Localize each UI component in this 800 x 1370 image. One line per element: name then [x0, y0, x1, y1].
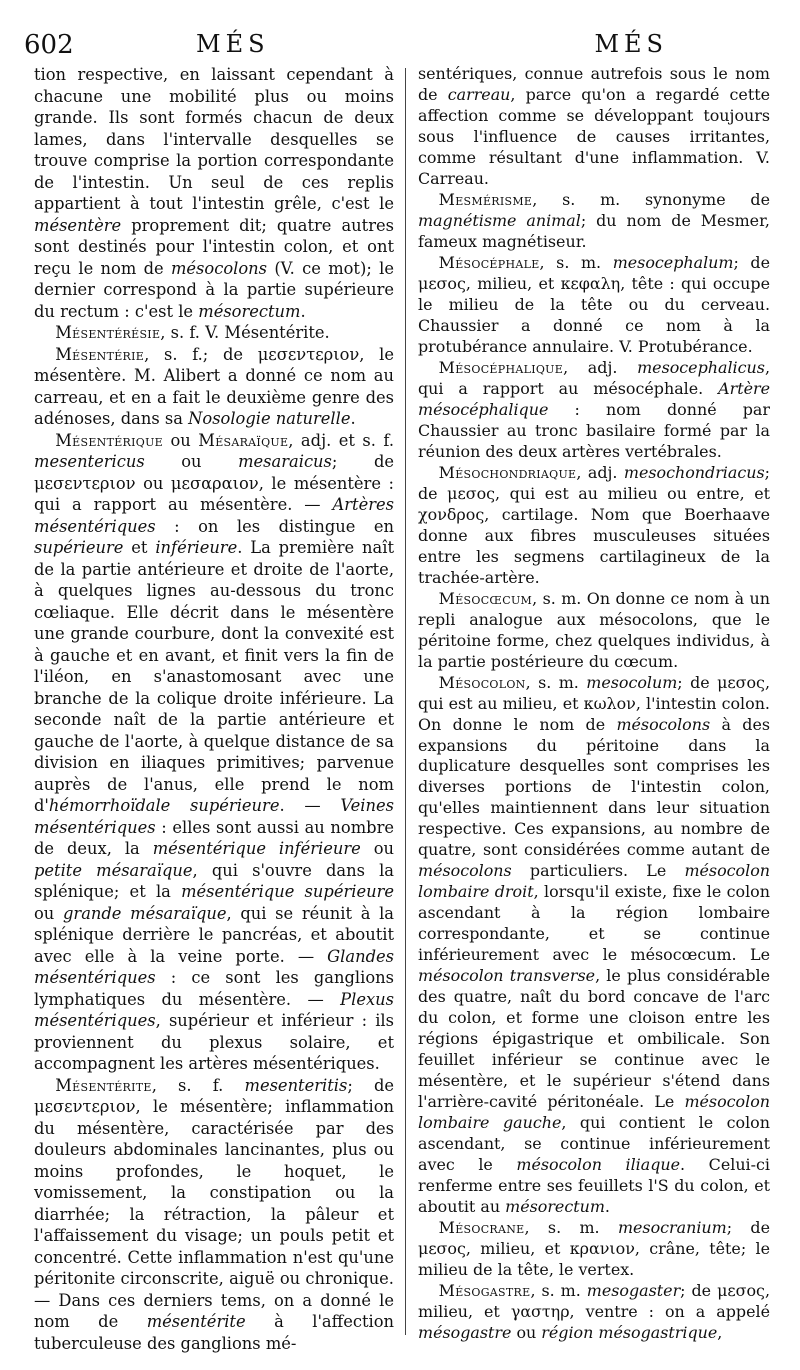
entry-mesmerisme: Mesmérisme, s. m. synonyme de magnétisme animal; du nom de Mesmer, fameux magnétiseur.	[418, 189, 770, 251]
entry-headword: Mésentérésie	[55, 323, 161, 342]
column-divider	[405, 68, 406, 1335]
continued-entry-text: sentériques, connue autrefois sous le nom de carreau, parce qu'on a regardé cette affection comme se développant toujours sous l'influence de causes irritantes, comme résultant d'une inflammation. V. Carreau.	[418, 64, 770, 188]
right-column	[418, 64, 770, 1344]
entry-mesocoecum: Mésocœcum, s. m. On donne ce nom à un repli analogue aux mésocolons, que le péritoine forme, chez quelques individus, à la partie postérieure du cœcum.	[418, 588, 770, 671]
entry-mesogastre: Mésogastre, s. m. mesogaster; de μεσος, milieu, et γαστηρ, ventre : on a appelé mésogastre ou région mésogastrique,	[418, 1281, 770, 1343]
entry-headword: Mésocolon	[438, 672, 526, 692]
entry-headword: Mésocrane	[438, 1218, 525, 1238]
entry-headword: Mesmérisme	[438, 189, 533, 209]
running-head-right: MÉS	[594, 30, 668, 58]
entry-headword: Mésentérite	[55, 1075, 152, 1095]
entry-mesenterie: Mésentérie, s. f.; de μεσεντεριον, le mésentère. M. Alibert a donné ce nom au carreau, et en a fait le deuxième genre des adénoses, dans sa Nosologie naturelle.	[34, 344, 394, 428]
entry-mesocolon: Mésocolon, s. m. mesocolum; de μεσος, qui est au milieu, et κωλον, l'intestin colon. On donne le nom de mésocolons à des expansions du péritoine dans la duplicature desquelles sont comprises les diverses portions de l'intestin colon, qu'elles maintiennent dans leur situation respective. Ces expansions, au nombre de quatre, sont considérées comme autant de mésocolons particuliers. Le mésocolon lombaire droit, lorsqu'il existe, fixe le colon ascendant à la région lombaire correspondante, et se continue inférieurement avec le mésocœcum. Le mésocolon transverse, le plus considérable des quatre, naît du bord concave de l'arc du colon, et forme une cloison entre les régions épigastrique et ombilicale. Son feuillet inférieur se continue avec le mésentère, et le supérieur s'étend dans l'arrière-cavité péritonéale. Le mésocolon lombaire gauche, qui contient le colon ascendant, se continue inférieurement avec le mésocolon iliaque. Celui-ci renferme entre ses feuillets l'S du colon, et aboutit au mésorectum.	[418, 672, 770, 1217]
entry-headword: Mésocéphale	[438, 252, 540, 272]
entry-mesocephalique: Mésocéphalique, adj. mesocephalicus, qui a rapport au mésocéphale. Artère mésocéphalique : nom donné par Chaussier au tronc basilaire formé par la réunion des deux artères vertébrales.	[418, 357, 770, 461]
entry-headword: Mésentérie	[55, 344, 145, 364]
entry-headword: Mésochondriaque	[438, 462, 577, 482]
entry-mesenteresie: Mésentérésie, s. f. V. Mésentérite.	[55, 323, 330, 342]
running-head-left: MÉS	[196, 30, 270, 58]
entry-mesocrane: Mésocrane, s. m. mesocranium; de μεσος, milieu, et κρανιον, crâne, tête; le milieu de la tête, le vertex.	[418, 1218, 771, 1280]
entry-headword: Mésentérique	[55, 430, 163, 450]
entry-mesocephale: Mésocéphale, s. m. mesocephalum; de μεσος, milieu, et κεφαλη, tête : qui occupe le milieu de la tête ou du cerveau. Chaussier a donné ce nom à la protubérance annulaire. V. Protubérance.	[418, 252, 770, 356]
entry-mesenterite: Mésentérite, s. f. mesenteritis; de μεσεντεριον, le mésentère; inflammation du mésentère, caractérisée par des douleurs abdominales lancinantes, plus ou moins profondes, le hoquet, le vomissement, la constipation ou la diarrhée; la rétraction, la pâleur et l'affaissement du visage; un pouls petit et concentré. Cette inflammation n'est qu'une péritonite circonscrite, aiguë ou chronique. — Dans ces derniers tems, on a donné le nom de mésentérite à l'affection tuberculeuse des ganglions mé-	[34, 1075, 395, 1353]
page-number: 602	[24, 30, 74, 60]
page-header	[24, 30, 780, 64]
left-column	[34, 64, 394, 1354]
entry-headword: Mésogastre	[438, 1281, 531, 1301]
entry-mesenterique: Mésentérique ou Mésaraïque, adj. et s. f. mesentericus ou mesaraicus; de μεσεντεριον ou μεσαραιον, le mésentère : qui a rapport au mésentère. — Artères mésentériques : on les distingue en supérieure et inférieure. La première naît de la partie antérieure et droite de l'aorte, à quelques lignes au-dessous du tronc cœliaque. Elle décrit dans le mésentère une grande courbure, dont la convexité est à gauche et en avant, et finit vers la fin de l'iléon, en s'anastomosant avec une branche de la colique droite inférieure. La seconde naît de la partie antérieure et gauche de l'aorte, à quelque distance de sa division en iliaques primitives; parvenue auprès de l'anus, elle prend le nom d'hémorrhoïdale supérieure. — Veines mésentériques : elles sont aussi au nombre de deux, la mésentérique inférieure ou petite mésaraïque, qui s'ouvre dans la splénique; et la mésentérique supérieure ou grande mésaraïque, qui se réunit à la splénique derrière le pancréas, et aboutit avec elle à la veine porte. — Glandes mésentériques : ce sont les ganglions lymphatiques du mésentère. — Plexus mésentériques, supérieur et inférieur : ils proviennent du plexus solaire, et accompagnent les artères mésentériques.	[34, 430, 395, 1073]
entry-mesochondriaque: Mésochondriaque, adj. mesochondriacus; de μεσος, qui est au milieu ou entre, et χονδρος, cartilage. Nom que Boerhaave donne aux fibres musculeuses situées entre les segmens cartilagineux de la trachée-artère.	[418, 462, 770, 587]
continued-entry-text: tion respective, en laissant cependant à chacune une mobilité plus ou moins grande. Ils sont formés chacun de deux lames, dans l'intervalle desquelles se trouve comprise la portion correspondante de l'intestin. Un seul de ces replis appartient à tout l'intestin grêle, c'est le mésentère proprement dit; quatre autres sont destinés pour l'intestin colon, et ont reçu le nom de mésocolons (V. ce mot); le dernier correspond à la partie supérieure du rectum : c'est le mésorectum.	[34, 65, 394, 321]
entry-headword: Mésocéphalique	[438, 357, 564, 377]
entry-headword: Mésocœcum	[438, 588, 533, 608]
